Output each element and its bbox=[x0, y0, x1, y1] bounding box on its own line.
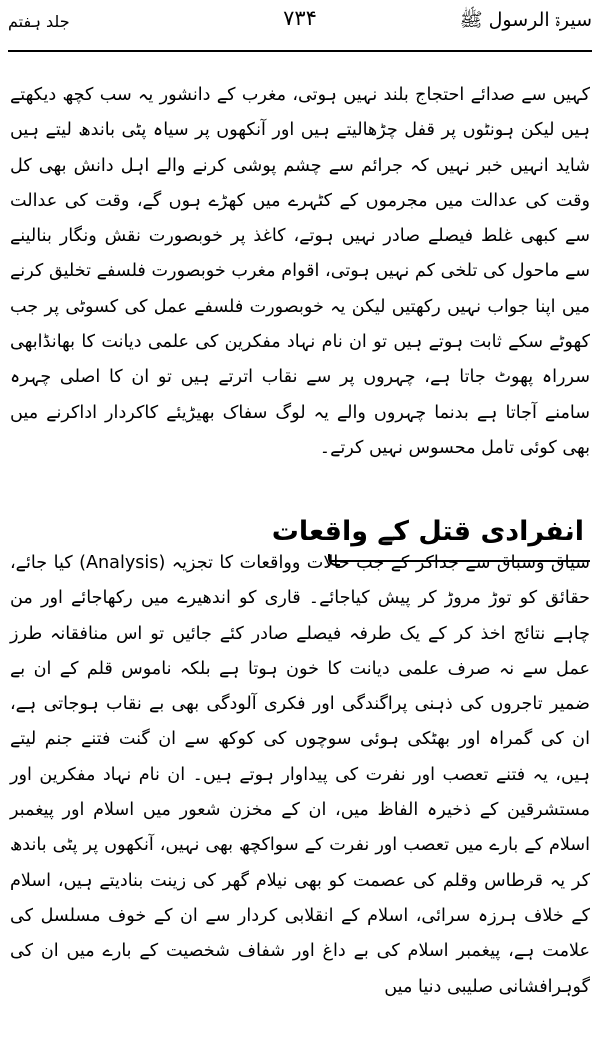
page-number: ۷۳۴ bbox=[283, 6, 317, 30]
text-before-term: سیاق وسباق سے جداکر کے جب حالات وواقعات کا تجزیہ bbox=[171, 553, 590, 573]
page-header bbox=[8, 2, 592, 46]
header-rule bbox=[8, 50, 592, 52]
analysis-term: (Analysis) bbox=[79, 553, 166, 573]
paragraph: کہیں سے صدائے احتجاج بلند نہیں ہوتی، مغرب کے دانشور یہ سب کچھ دیکھتے ہیں لیکن ہونٹوں پر قفل چڑھالیتے ہیں اور آنکھوں پر سیاہ پٹی باندھ لیتے ہیں شاید انہیں خبر نہیں کہ جرائم سے چشم پوشی کرنے والے اہل دانش بھی کل وقت کی عدالت میں مجرموں کے کٹہرے میں کھڑے ہوں گے، وقت کی عدالت سے کبھی غلط فیصلے صادر نہیں ہوتے، کاغذ پر خوبصورت نقش ونگار بنالینے سے ماحول کی تلخی کم نہیں ہوتی، اقوام مغرب خوبصورت فلسفے تخلیق کرنے میں اپنا جواب نہیں رکھتیں لیکن یہ خوبصورت فلسفے عمل کی کسوٹی پر جب کھوٹے سکے ثابت ہوتے ہیں تو ان نام نہاد مفکرین کی علمی دیانت کا بھانڈابھی سرراہ پھوٹ جاتا ہے، چہروں پر سے نقاب اترتے ہیں تو ان کا اصلی چہرہ سامنے آجاتا ہے بدنما چہروں والے یہ لوگ سفاک بھیڑیئے کاکردار اداکرنے میں بھی کوئی تامل محسوس نہیں کرتے۔ bbox=[10, 85, 590, 458]
section-1-text bbox=[10, 78, 590, 466]
volume-label: جلد ہفتم bbox=[8, 12, 70, 31]
paragraph bbox=[10, 546, 590, 1005]
section-2-text bbox=[10, 546, 590, 1005]
book-title: سیرۃ الرسول ﷺ bbox=[459, 9, 592, 31]
text-after-term: کیا جائے، حقائق کو توڑ مروڑ کر پیش کیاجائے۔ قاری کو اندھیرے میں رکھاجائے اور من چاہے نتائج اخذ کر کے یک طرفہ فیصلے صادر کئے جائیں تو اس منافقانہ طرز عمل سے نہ صرف علمی دیانت کا خون ہوتا ہے بلکہ ناموس قلم کے ان بے ضمیر تاجروں کی ذہنی پراگندگی اور فکری آلودگی بھی بے نقاب ہوجاتی ہے، ان کی گمراہ اور بھٹکی ہوئی سوچوں کی کوکھ سے ان گنت فتنے جنم لیتے ہیں، یہ فتنے تعصب اور نفرت کی پیداوار ہوتے ہیں۔ ان نام نہاد مفکرین اور مستشرقین کے ذخیرہ الفاظ میں، ان کے مخزن شعور میں اسلام اور پیغمبر اسلام کے بارے میں تعصب اور نفرت کے سواکچھ بھی نہیں، آنکھوں پر پٹی باندھ کر یہ قرطاس وقلم کی عصمت کو بھی نیلام گھر کی زینت بنادیتے ہیں، اسلام کے خلاف ہرزہ سرائی، اسلام کے انقلابی کردار سے ان کے خوف مسلسل کی علامت ہے، پیغمبر اسلام کی بے داغ اور شفاف شخصیت کے بارے میں ان کی گوہرافشانی صلیبی دنیا میں bbox=[10, 553, 590, 997]
section-heading: انفرادی قتل کے واقعات bbox=[271, 516, 584, 547]
